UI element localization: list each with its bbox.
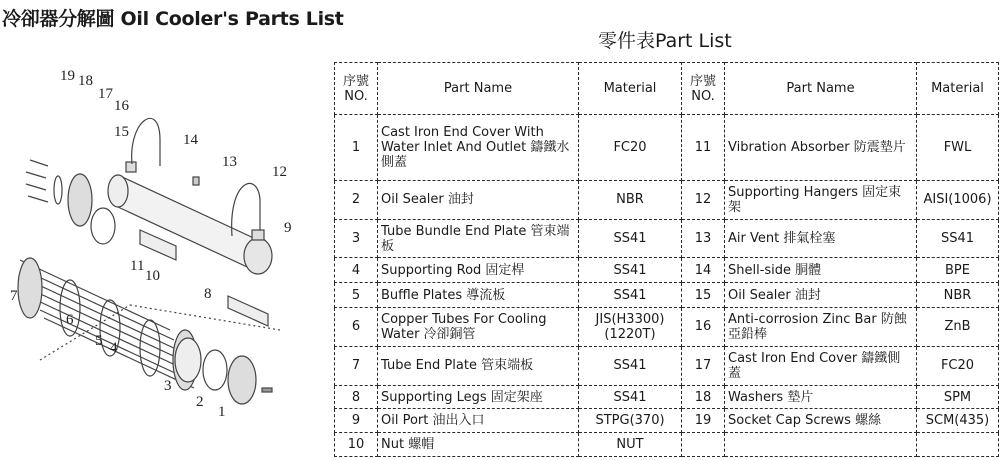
header-material: Material — [917, 63, 999, 115]
hanger-left — [132, 118, 160, 166]
part-material: JIS(H3300) (1220T) — [579, 308, 682, 347]
part-no: 15 — [682, 283, 725, 308]
part-no: 11 — [682, 115, 725, 181]
part-no — [682, 433, 725, 457]
callout-18: 18 — [78, 73, 93, 89]
part-name: Copper Tubes For Cooling Water 冷卻銅管 — [378, 308, 579, 347]
part-material: SCM(435) — [917, 409, 999, 433]
part-name: Tube Bundle End Plate 管束端板 — [378, 219, 579, 258]
oil-sealer-15 — [91, 208, 115, 244]
screws-19 — [26, 160, 48, 202]
callout-15: 15 — [114, 124, 129, 140]
gasket-16 — [54, 176, 62, 204]
table-row — [335, 308, 999, 347]
part-name: Washers 墊片 — [725, 385, 917, 409]
part-no: 16 — [682, 308, 725, 347]
exploded-view-diagram — [0, 60, 330, 450]
table-row — [335, 346, 999, 385]
part-no: 14 — [682, 258, 725, 283]
part-material: SS41 — [579, 385, 682, 409]
part-no: 9 — [335, 409, 378, 433]
part-no: 17 — [682, 346, 725, 385]
tube-end-plate-3 — [175, 338, 201, 382]
part-material: SS41 — [579, 219, 682, 258]
part-no: 5 — [335, 283, 378, 308]
part-name: Tube End Plate 管束端板 — [378, 346, 579, 385]
callout-2: 2 — [196, 394, 204, 410]
part-name: Air Vent 排氣栓塞 — [725, 219, 917, 258]
part-no: 6 — [335, 308, 378, 347]
part-no: 19 — [682, 409, 725, 433]
tube-bundle — [18, 258, 197, 390]
part-material: SS41 — [579, 283, 682, 308]
part-name: Nut 螺帽 — [378, 433, 579, 457]
header-material: Material — [579, 63, 682, 115]
part-name: Buffle Plates 導流板 — [378, 283, 579, 308]
table-row — [335, 180, 999, 219]
part-name: Supporting Rod 固定桿 — [378, 258, 579, 283]
part-material: BPE — [917, 258, 999, 283]
part-no: 10 — [335, 433, 378, 457]
callout-11: 11 — [130, 258, 145, 274]
part-name — [725, 433, 917, 457]
part-material: FC20 — [579, 115, 682, 181]
leg-right — [228, 296, 268, 326]
end-cover-17 — [68, 174, 92, 226]
part-no: 1 — [335, 115, 378, 181]
table-row — [335, 385, 999, 409]
part-name: Oil Port 油出入口 — [378, 409, 579, 433]
table-row — [335, 219, 999, 258]
page-title: 冷卻器分解圖 Oil Cooler's Parts List — [2, 8, 344, 30]
end-cover-1 — [228, 356, 256, 404]
callout-3: 3 — [164, 378, 172, 394]
part-material: SS41 — [917, 219, 999, 258]
part-no: 7 — [335, 346, 378, 385]
parts-table — [334, 62, 999, 457]
callout-1: 1 — [218, 404, 226, 420]
part-no: 3 — [335, 219, 378, 258]
part-material: FWL — [917, 115, 999, 181]
header-part-name: Part Name — [378, 63, 579, 115]
part-name: Supporting Legs 固定架座 — [378, 385, 579, 409]
part-no: 18 — [682, 385, 725, 409]
table-title: 零件表Part List — [598, 30, 732, 52]
part-name: Cast Iron End Cover With Water Inlet And Outlet 鑄鐵水側蓋 — [378, 115, 579, 181]
part-no: 8 — [335, 385, 378, 409]
callout-4: 4 — [110, 340, 118, 356]
table-row — [335, 115, 999, 181]
callout-19: 19 — [60, 68, 75, 84]
part-material: NBR — [579, 180, 682, 219]
part-name: Oil Sealer 油封 — [725, 283, 917, 308]
table-row — [335, 433, 999, 457]
leg-left — [140, 230, 176, 260]
part-material: SS41 — [579, 346, 682, 385]
hanger-right — [232, 183, 260, 236]
part-material: STPG(370) — [579, 409, 682, 433]
part-material — [917, 433, 999, 457]
header-part-name: Part Name — [725, 63, 917, 115]
part-material: NBR — [917, 283, 999, 308]
callout-14: 14 — [183, 132, 198, 148]
callout-17: 17 — [98, 86, 113, 102]
header-no: 序號 NO. — [335, 63, 378, 115]
air-vent — [193, 177, 199, 185]
callout-13: 13 — [222, 154, 237, 170]
table-row — [335, 258, 999, 283]
part-material: NUT — [579, 433, 682, 457]
header-no: 序號 NO. — [682, 63, 725, 115]
part-name: Anti-corrosion Zinc Bar 防蝕亞鉛棒 — [725, 308, 917, 347]
callout-12: 12 — [272, 164, 287, 180]
callout-7: 7 — [10, 288, 18, 304]
part-material: SS41 — [579, 258, 682, 283]
part-material: FC20 — [917, 346, 999, 385]
part-no: 2 — [335, 180, 378, 219]
part-no: 4 — [335, 258, 378, 283]
callout-16: 16 — [114, 98, 129, 114]
part-name: Supporting Hangers 固定束架 — [725, 180, 917, 219]
table-row — [335, 409, 999, 433]
part-name: Oil Sealer 油封 — [378, 180, 579, 219]
callout-10: 10 — [145, 268, 160, 284]
part-name: Cast Iron End Cover 鑄鐵側蓋 — [725, 346, 917, 385]
table-row — [335, 283, 999, 308]
part-material: SPM — [917, 385, 999, 409]
part-no: 13 — [682, 219, 725, 258]
part-material: AISI(1006) — [917, 180, 999, 219]
oil-sealer-2 — [203, 350, 227, 390]
callout-5: 5 — [95, 333, 103, 349]
shell-end — [244, 238, 272, 274]
table-header-row — [335, 63, 999, 115]
callout-9: 9 — [284, 220, 292, 236]
part-name: Socket Cap Screws 螺絲 — [725, 409, 917, 433]
part-material: ZnB — [917, 308, 999, 347]
part-name: Shell-side 胴體 — [725, 258, 917, 283]
part-name: Vibration Absorber 防震墊片 — [725, 115, 917, 181]
callout-8: 8 — [204, 286, 212, 302]
callout-6: 6 — [66, 312, 74, 328]
part-no: 12 — [682, 180, 725, 219]
